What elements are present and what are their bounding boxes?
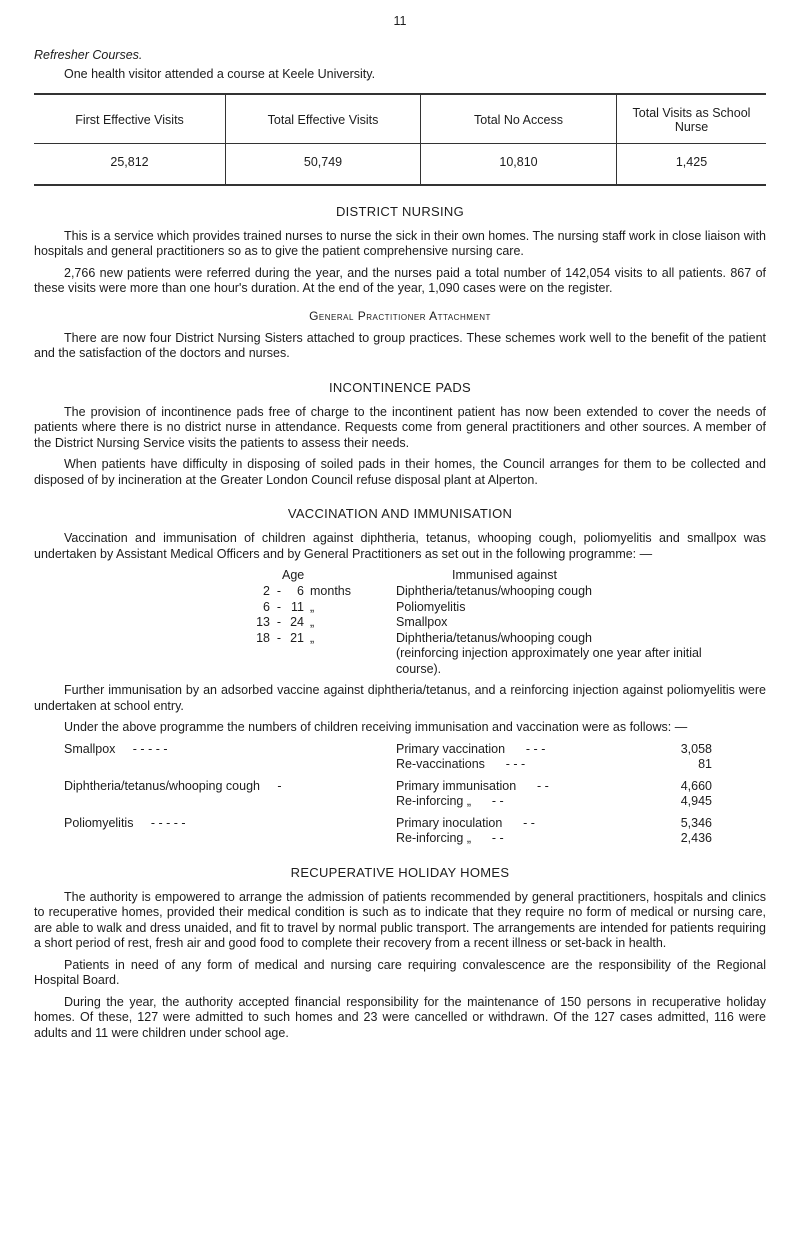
programme-immunised xyxy=(396,584,736,600)
recuperative-para-1: The authority is empowered to arrange the admission of patients recommended by general practitioners, hospitals and clinics to recuperative homes, provided their medical condition is such as to indicate that they require no form of medical or nursing care, are able to walk and dress unaided, and fit to travel by normal public transport. The arrangements are intended for patients requiring a short period of rest, fresh air and good food to complete their recovery from a recent illness or set-back in health. xyxy=(34,889,766,950)
age-from: 2 xyxy=(263,584,270,598)
recuperative-heading: RECUPERATIVE HOLIDAY HOMES xyxy=(290,864,510,880)
immunisation-statistics xyxy=(34,742,766,847)
stat-category-label: Diphtheria/tetanus/whooping cough xyxy=(64,778,260,793)
refresher-text: One health visitor attended a course at Keele University. xyxy=(64,67,376,81)
age-dash: - xyxy=(276,584,282,598)
vaccination-para-1: Vaccination and immunisation of children against diphtheria, tetanus, whooping cough, poliomyelitis and smallpox was undertaken by Assistant Medical Officers and by General Practitioners as set out in the following programme: — xyxy=(34,531,766,561)
value-first-effective-visits: 25,812 xyxy=(34,143,226,185)
vaccination-para-3: Under the above programme the numbers of children receiving immunisation and vaccination were as follows: — xyxy=(64,720,688,734)
programme-age xyxy=(34,615,396,631)
stat-row xyxy=(34,757,766,773)
value-total-effective-visits: 50,749 xyxy=(226,143,421,185)
age-unit: months xyxy=(310,584,351,598)
stat-value: 2,436 xyxy=(680,831,712,845)
stat-row xyxy=(34,831,766,847)
age-dash: - xyxy=(276,599,282,614)
age-unit: „ xyxy=(310,630,315,645)
immunisation-programme xyxy=(34,568,766,677)
programme-immunised xyxy=(396,615,736,631)
stat-kind xyxy=(396,794,632,810)
stat-kind xyxy=(396,757,632,773)
table-row xyxy=(34,143,766,185)
recuperative-para-2: Patients in need of any form of medical and nursing care requiring convalescence are the responsibility of the Regional Hospital Board. xyxy=(34,957,766,987)
vaccination-heading: VACCINATION AND IMMUNISATION xyxy=(287,506,513,521)
immunised-against: Poliomyelitis xyxy=(396,599,466,614)
incontinence-para-1: The provision of incontinence pads free of charge to the incontinent patient has now been extended to cover the needs of patients where there is no district nurse in attendance. Requests come from general practitioners and other sources. A member of the District Nursing Service visits the patients to assess their needs. xyxy=(34,404,766,450)
age-dash: - xyxy=(276,615,282,629)
stat-category-label: Poliomyelitis xyxy=(64,815,134,830)
stat-kind-leader: - - xyxy=(491,794,504,808)
age-from: 6 xyxy=(263,599,270,614)
programme-header xyxy=(34,568,766,582)
stat-kind-leader: - - xyxy=(523,815,535,830)
age-from: 13 xyxy=(256,615,270,629)
district-nursing-heading: DISTRICT NURSING xyxy=(335,203,465,219)
stat-category-label: Smallpox xyxy=(64,741,116,756)
age-to: 11 xyxy=(291,599,304,614)
recuperative-para-3: During the year, the authority accepted financial responsibility for the maintenance of 150 persons in recuperative holiday homes. Of these, 127 were admitted to such homes and 23 were cancelled or withdrawn. Of the 127 cases admitted, 116 were adults and 11 were children under school age. xyxy=(34,994,766,1040)
vaccination-para-2: Further immunisation by an adsorbed vaccine against diphtheria/tetanus, and a reinforcing injection against poliomyelitis were undertaken at school entry. xyxy=(34,683,766,713)
stat-group xyxy=(34,779,766,810)
programme-immunised-header: Immunised against xyxy=(452,568,557,582)
stat-row xyxy=(34,742,766,758)
stat-kind-label: Primary immunisation xyxy=(396,778,517,793)
stat-kind-leader: - - - xyxy=(505,757,526,771)
immunised-note: (reinforcing injection approximately one year after initial course). xyxy=(396,646,702,676)
incontinence-heading: INCONTINENCE PADS xyxy=(328,379,472,395)
incontinence-para-2: When patients have difficulty in disposing of soiled pads in their homes, the Council arranges for them to be collected and disposed of by incineration at the Greater London Council refuse disposal plant at Alperton. xyxy=(34,457,766,487)
stat-kind-leader: - - xyxy=(491,831,504,845)
age-unit: „ xyxy=(310,615,315,629)
age-to: 24 xyxy=(290,615,304,629)
stat-kind-leader: - - - xyxy=(525,741,546,756)
stat-kind-label: Primary inoculation xyxy=(396,815,503,830)
stat-category xyxy=(34,794,396,810)
stat-kind xyxy=(396,742,632,758)
header-total-visits-school-nurse: Total Visits as School Nurse xyxy=(632,105,751,134)
programme-row xyxy=(34,600,766,616)
stat-category xyxy=(34,757,396,773)
age-to: 21 xyxy=(290,630,304,645)
gp-attachment-heading: General Practitioner Attachment xyxy=(309,308,491,323)
immunised-against: Smallpox xyxy=(396,615,448,629)
programme-row xyxy=(34,631,766,678)
refresher-heading: Refresher Courses. xyxy=(34,48,143,62)
stat-row xyxy=(34,779,766,795)
programme-immunised xyxy=(396,631,736,678)
document-page xyxy=(34,14,766,1047)
stat-group xyxy=(34,742,766,773)
age-dash: - xyxy=(276,630,282,645)
programme-age-header: Age xyxy=(282,568,305,582)
programme-immunised xyxy=(396,600,736,616)
stat-kind xyxy=(396,831,632,847)
table-header-row xyxy=(34,94,766,144)
programme-age xyxy=(34,600,396,616)
immunised-against: Diphtheria/tetanus/whooping cough xyxy=(396,584,592,598)
value-total-no-access: 10,810 xyxy=(421,143,617,185)
page-number: 11 xyxy=(393,14,407,28)
stat-category xyxy=(34,831,396,847)
programme-row xyxy=(34,615,766,631)
header-total-no-access: Total No Access xyxy=(421,94,617,144)
stat-value: 4,945 xyxy=(680,794,712,808)
age-from: 18 xyxy=(256,630,270,645)
stat-kind-label: Primary vaccination xyxy=(396,741,506,756)
stat-category-leader: - - - - - xyxy=(132,741,168,756)
stat-category-leader: - - - - - xyxy=(150,815,186,830)
programme-age xyxy=(34,631,396,678)
header-total-effective-visits: Total Effective Visits xyxy=(226,94,421,144)
district-nursing-para-2: 2,766 new patients were referred during the year, and the nurses paid a total number of 142,054 visits to all patients. 867 of these visits were more than one hour's duration. At the end of the year, 1,090 cases were on the register. xyxy=(34,265,766,295)
stat-category xyxy=(34,779,396,795)
stat-value: 3,058 xyxy=(680,741,712,756)
stat-kind xyxy=(396,779,632,795)
header-first-effective-visits: First Effective Visits xyxy=(34,94,226,144)
immunised-against: Diphtheria/tetanus/whooping cough xyxy=(396,630,592,645)
value-total-visits-school-nurse: 1,425 xyxy=(675,154,708,169)
stat-value: 81 xyxy=(698,757,712,771)
stat-category xyxy=(34,816,396,832)
stat-kind-label: Re-vaccinations xyxy=(396,757,485,771)
programme-row xyxy=(34,584,766,600)
stat-category-leader: - xyxy=(277,778,282,793)
stat-value: 5,346 xyxy=(680,815,712,830)
programme-age xyxy=(34,584,396,600)
stat-group xyxy=(34,816,766,847)
visits-table xyxy=(34,93,766,186)
stat-kind xyxy=(396,816,632,832)
gp-attachment-para: There are now four District Nursing Sisters attached to group practices. These schemes work well to the benefit of the patient and the satisfaction of the doctors and nurses. xyxy=(34,330,766,360)
district-nursing-para-1: This is a service which provides trained nurses to nurse the sick in their own homes. The nursing staff work in close liaison with hospitals and general practitioners so as to give the patient comprehensive nursing care. xyxy=(34,228,766,258)
age-unit: „ xyxy=(310,599,315,614)
stat-value: 4,660 xyxy=(680,778,712,793)
stat-kind-label: Re-inforcing „ xyxy=(396,794,472,808)
stat-row xyxy=(34,816,766,832)
stat-row xyxy=(34,794,766,810)
age-to: 6 xyxy=(297,584,304,598)
stat-kind-label: Re-inforcing „ xyxy=(396,831,472,845)
stat-category xyxy=(34,742,396,758)
stat-kind-leader: - - xyxy=(537,778,549,793)
